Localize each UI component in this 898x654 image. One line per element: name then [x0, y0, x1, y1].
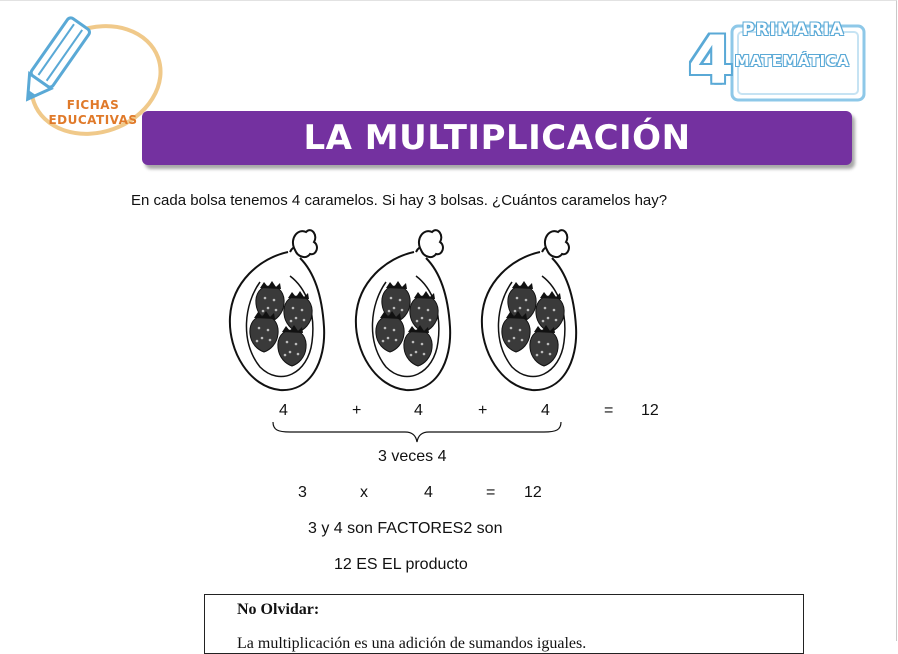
note-title: No Olvidar:: [237, 601, 320, 618]
bag-1: [230, 230, 324, 390]
badge-grade: 4: [688, 22, 734, 99]
equals-sign-1: =: [604, 402, 614, 419]
sum-term-1: 4: [279, 402, 288, 419]
brace-label: 3 veces 4: [378, 448, 447, 465]
plus-sign-1: +: [352, 402, 362, 419]
title-banner: [142, 111, 852, 165]
brace-icon: [270, 420, 565, 450]
sum-term-3: 4: [541, 402, 550, 419]
factors-line: 3 y 4 son FACTORES2 son: [308, 520, 503, 537]
note-box: [204, 594, 804, 654]
factor-2: 4: [424, 484, 433, 501]
plus-sign-2: +: [478, 402, 488, 419]
product-line: 12 ES EL producto: [334, 556, 468, 573]
note-line: La multiplicación es una adición de sumandos iguales.: [237, 635, 587, 652]
times-sign: x: [360, 484, 368, 501]
sum-term-2: 4: [414, 402, 423, 419]
equals-sign-2: =: [486, 484, 496, 501]
page-title: LA MULTIPLICACIÓN: [303, 118, 691, 158]
logo-text-line1: FICHAS: [66, 98, 120, 112]
bags-illustration: [220, 222, 600, 397]
badge-level: PRIMARIA: [742, 20, 845, 40]
bag-2: [356, 230, 450, 390]
badge-subject: MATEMÁTICA: [734, 52, 850, 70]
logo-text-line2: EDUCATIVAS: [48, 113, 138, 127]
sum-result: 12: [641, 402, 659, 419]
bag-3: [482, 230, 576, 390]
product-result: 12: [524, 484, 542, 501]
problem-statement: En cada bolsa tenemos 4 caramelos. Si hay 3 bolsas. ¿Cuántos caramelos hay?: [131, 192, 668, 209]
factor-1: 3: [298, 484, 307, 501]
